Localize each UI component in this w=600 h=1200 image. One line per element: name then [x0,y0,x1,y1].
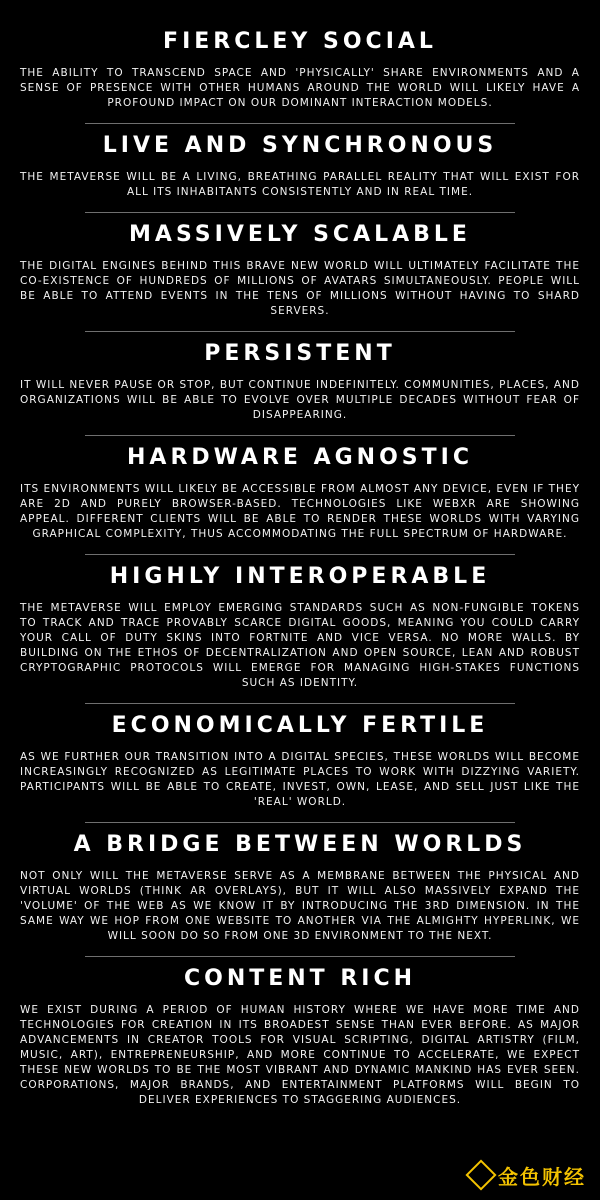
section-hardware-agnostic [20,444,580,555]
section-body: AS WE FURTHER OUR TRANSITION INTO A DIGITAL SPECIES, THESE WORLDS WILL BECOME INCREASINGLY RECOGNIZED AS LEGITIMATE PLACES TO WORK WITH DIZZYING VARIETY. PARTICIPANTS WILL BE ABLE TO CREATE, INVEST, OWN, LEASE, AND SELL JUST LIKE THE 'REAL' WORLD. [20,751,580,808]
section-body: ITS ENVIRONMENTS WILL LIKELY BE ACCESSIBLE FROM ALMOST ANY DEVICE, EVEN IF THEY ARE 2D AND PURELY BROWSER-BASED. TECHNOLOGIES LIKE WEBXR ARE SHOWING APPEAL. DIFFERENT CLIENTS WILL BE ABLE TO RENDER THESE WORLDS WITH VARYING GRAPHICAL COMPLEXITY, THUS ACCOMMODATING THE FULL SPECTRUM OF HARDWARE. [20,483,580,540]
section-body: WE EXIST DURING A PERIOD OF HUMAN HISTORY WHERE WE HAVE MORE TIME AND TECHNOLOGIES FOR CREATION IN ITS BROADEST SENSE THAN EVER BEFORE. AS MAJOR ADVANCEMENTS IN CREATOR TOOLS FOR VISUAL SCRIPTING, DIGITAL ARTISTRY (FILM, MUSIC, ART), ENTREPRENEURSHIP, AND MORE CONTINUE TO ACCELERATE, WE EXPECT THESE NEW WORLDS TO BE THE MOST VIBRANT AND DYNAMIC MANKIND HAS EVER SEEN. CORPORATIONS, MAJOR BRANDS, AND ENTERTAINMENT PLATFORMS WILL BEGIN TO DELIVER EXPERIENCES TO STAGGERING AUDIENCES. [20,1004,580,1106]
sections-list [20,20,580,1108]
section-body: IT WILL NEVER PAUSE OR STOP, BUT CONTINUE INDEFINITELY. COMMUNITIES, PLACES, AND ORGANIZATIONS WILL BE ABLE TO EVOLVE OVER MULTIPLE DECADES WITHOUT FEAR OF DISAPPEARING. [20,379,580,421]
divider [85,212,515,213]
divider [85,703,515,704]
section-title: PERSISTENT [204,341,396,366]
section-body: THE ABILITY TO TRANSCEND SPACE AND 'PHYSICALLY' SHARE ENVIRONMENTS AND A SENSE OF PRESENCE WITH OTHER HUMANS AROUND THE WORLD WILL LIKELY HAVE A PROFOUND IMPACT ON OUR DOMINANT INTERACTION MODELS. [20,67,580,109]
section-body: NOT ONLY WILL THE METAVERSE SERVE AS A MEMBRANE BETWEEN THE PHYSICAL AND VIRTUAL WORLDS (THINK AR OVERLAYS), BUT IT WILL ALSO MASSIVELY EXPAND THE 'VOLUME' OF THE WEB AS WE KNOW IT BY INTRODUCING THE 3RD DIMENSION. IN THE SAME WAY WE HOP FROM ONE WEBSITE TO ANOTHER VIA THE ALMIGHTY HYPERLINK, WE WILL SOON DO SO FROM ONE 3D ENVIRONMENT TO THE NEXT. [20,870,580,942]
divider [85,554,515,555]
section-live-and-synchronous [20,132,580,213]
section-persistent [20,340,580,436]
section-bridge-between-worlds [20,831,580,957]
section-massively-scalable [20,221,580,332]
section-title: ECONOMICALLY FERTILE [111,713,489,738]
section-title: HARDWARE AGNOSTIC [127,445,473,470]
section-title: FIERCLEY SOCIAL [163,29,437,54]
diamond-logo-icon [465,1159,496,1190]
watermark-logo [470,1162,586,1188]
section-body: THE METAVERSE WILL BE A LIVING, BREATHING PARALLEL REALITY THAT WILL EXIST FOR ALL ITS INHABITANTS CONSISTENTLY AND IN REAL TIME. [20,171,580,198]
section-title: A BRIDGE BETWEEN WORLDS [73,832,527,857]
divider [85,435,515,436]
section-title: LIVE AND SYNCHRONOUS [102,133,498,158]
section-title: MASSIVELY SCALABLE [129,222,471,247]
section-title: CONTENT RICH [183,966,417,991]
section-body: THE DIGITAL ENGINES BEHIND THIS BRAVE NEW WORLD WILL ULTIMATELY FACILITATE THE CO-EXISTENCE OF HUNDREDS OF MILLIONS OF AVATARS SIMULTANEOUSLY. PEOPLE WILL BE ABLE TO ATTEND EVENTS IN THE TENS OF MILLIONS WITHOUT HAVING TO SHARD SERVERS. [20,260,580,317]
divider [85,123,515,124]
section-fiercely-social [20,28,580,124]
divider [85,956,515,957]
section-title: HIGHLY INTEROPERABLE [109,564,491,589]
divider [85,822,515,823]
section-body: THE METAVERSE WILL EMPLOY EMERGING STANDARDS SUCH AS NON-FUNGIBLE TOKENS TO TRACK AND TRACE PROVABLY SCARCE DIGITAL GOODS, MEANING YOU COULD CARRY YOUR CALL OF DUTY SKINS INTO FORTNITE AND VICE VERSA. NO MORE WALLS. BY BUILDING ON THE ETHOS OF DECENTRALIZATION AND OPEN SOURCE, LEAN AND ROBUST CRYPTOGRAPHIC PROTOCOLS WILL EMERGE FOR MANAGING HIGH-STAKES FUNCTIONS SUCH AS IDENTITY. [20,602,580,689]
section-highly-interoperable [20,563,580,704]
divider [85,331,515,332]
section-content-rich [20,965,580,1108]
watermark-text: 金色财经 [498,1164,586,1189]
section-economically-fertile [20,712,580,823]
